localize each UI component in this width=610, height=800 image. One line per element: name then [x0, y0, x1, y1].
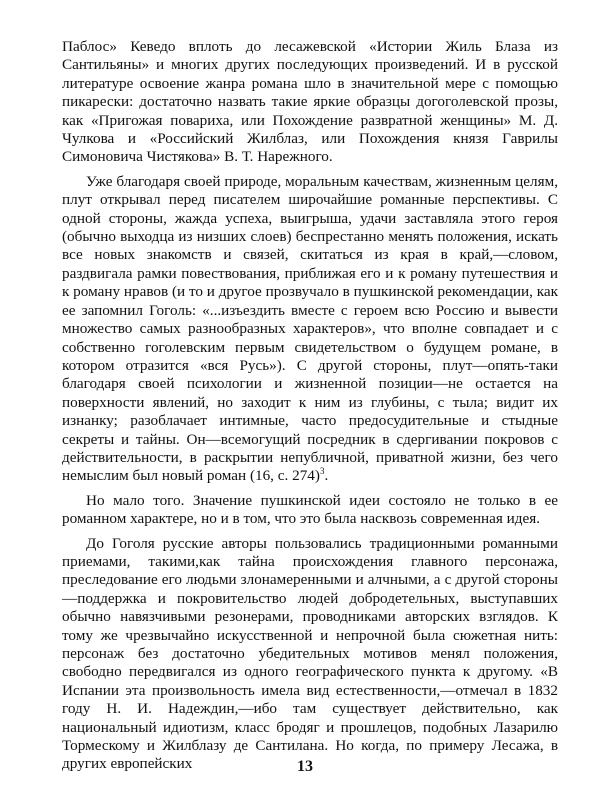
paragraph-2-text: Уже благодаря своей природе, моральным качествам, жизненным целям, плут открывал перед писателем широчайшие романные перспективы. С одной стороны, жажда успеха, выигрыша, удачи заставляла этого героя (обычно выходца из низших слоев) беспрестанно менять положения, искать все новых знакомств и связей, скитаться из края в край,—словом, раздвигала рамки повествования, приближая его и к роману путешествия и к роману нравов (и то и другое прозвучало в пушкинской рекомендации, как ее запомнил Гоголь: «...изъездить вместе с героем всю Россию и вывести множество самых разнообразных характеров», что вполне совпадает и с собственно гоголевским первым свидетельством о будущем романе, в котором отразится «вся Русь»). С другой стороны, плут—опять-таки благодаря своей психологии и жизненной позиции—не остается на поверхности явлений, но заходит к ним из глубины, с тыла; видит их изнанку; разоблачает интимные, часто предосудительные и стыдные секреты и тайны. Он—всемогущий посредник в сдергивании покровов с действительности, в раскрытии непубличной, приватной жизни, без чего немыслим был новый роман (16, с. 274): [62, 172, 558, 485]
paragraph-3: Но мало того. Значение пушкинской идеи состояло не только в ее романном характере, но и в том, что это была насквозь современная идея.: [62, 491, 558, 528]
paragraph-1: Паблос» Кеведо вплоть до лесажевской «Истории Жиль Блаза из Сантильяны» и многих других последующих произведений. И в русской литературе освоение жанра романа шло в значительной мере с помощью пикарески: достаточно назвать такие яркие образцы догоголевской прозы, как «Пригожая повариха, или Похождение развратной женщины» М. Д. Чулкова и «Российский Жилблаз, или Похождения князя Гаврилы Симоновича Чистякова» В. Т. Нарежного.: [62, 38, 558, 166]
paragraph-2: Уже благодаря своей природе, моральным качествам, жизненным целям, плут открывал перед писателем широчайшие романные перспективы. С одной стороны, жажда успеха, выигрыша, удачи заставляла этого героя (обычно выходца из низших слоев) беспрестанно менять положения, искать все новых знакомств и связей, скитаться из края в край,—словом, раздвигала рамки повествования, приближая его и к роману путешествия и к роману нравов (и то и другое прозвучало в пушкинской рекомендации, как ее запомнил Гоголь: «...изъездить вместе с героем всю Россию и вывести множество самых разнообразных характеров», что вполне совпадает и с собственно гоголевским первым свидетельством о будущем романе, в котором отразится «вся Русь»). С другой стороны, плут—опять-таки благодаря своей психологии и жизненной позиции—не остается на поверхности явлений, но заходит к ним из глубины, с тыла; видит их изнанку; разоблачает интимные, часто предосудительные и стыдные секреты и тайны. Он—всемогущий посредник в сдергивании покровов с действительности, в раскрытии непубличной, приватной жизни, без чего немыслим был новый роман (16, с. 274)$^3$.: [62, 172, 558, 485]
footnote-marker: 3: [319, 466, 325, 477]
page-number: 13: [297, 758, 313, 775]
body-text: [62, 38, 558, 774]
paragraph-4: До Гоголя русские авторы пользовались традиционными романными приемами, такими,как тайна происхождения главного персонажа, преследование его людьми злонамеренными и алчными, а с другой стороны—поддержка и покровительство людей добродетельных, выступавших обычно навязчивыми резонерами, проводниками авторских взглядов. К тому же чрезвычайно искусственной и непрочной была сюжетная нить: персонаж без достаточно убедительных мотивов менял положения, свободно передвигался из одного географического пункта к другому. «В Испании эта произвольность имела вид естественности,—отмечал в 1832 году Н. И. Надеждин,—ибо там существует действительно, как национальный идиотизм, класс бродяг и прошлецов, подобных Лазарилю Тормескому и Жилблазу де Сантилана. Но когда, по примеру Лесажа, в других европейских: [62, 534, 558, 773]
